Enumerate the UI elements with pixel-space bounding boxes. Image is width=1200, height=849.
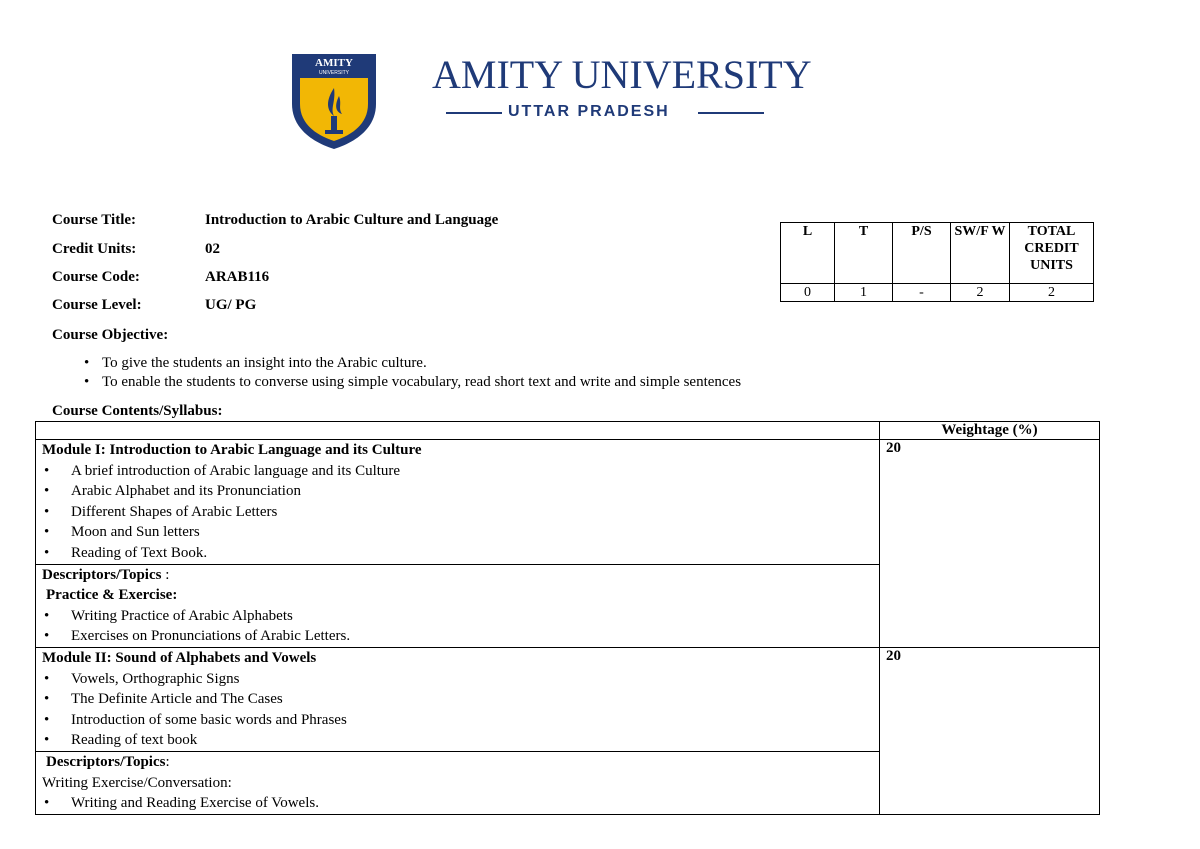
module-2-exercise-title: Writing Exercise/Conversation:: [42, 774, 232, 791]
syllabus-header-blank: [36, 422, 880, 440]
module-2-content: [36, 647, 880, 751]
crest-subtitle: UNIVERSITY: [318, 70, 350, 76]
module-2-topic: • The Definite Article and The Cases: [42, 689, 873, 710]
module-2-title: Module II: Sound of Alphabets and Vowels: [42, 649, 317, 666]
course-code-label: Course Code:: [52, 269, 140, 285]
module-1-exercise: • Writing Practice of Arabic Alphabets: [42, 606, 873, 627]
module-1-title: Module I: Introduction to Arabic Language and its Culture: [42, 442, 422, 458]
module-1-weightage: 20: [880, 440, 1100, 648]
module-1-topic: • Arabic Alphabet and its Pronunciation: [42, 481, 873, 502]
objective-item: • To enable the students to converse using simple vocabulary, read short text and write and simple sentences: [78, 373, 741, 392]
crest-title: AMITY: [315, 57, 353, 69]
descriptors-suffix: :: [161, 566, 170, 583]
credit-header-total: TOTAL CREDIT UNITS: [1010, 223, 1094, 284]
syllabus-table: [35, 421, 1100, 815]
course-level-label: Course Level:: [52, 297, 142, 313]
location-text: UTTAR PRADESH: [508, 103, 670, 120]
module-1-descriptors: [36, 564, 880, 647]
university-crest-logo: [290, 52, 378, 150]
university-location: [446, 101, 776, 123]
descriptors-label: Descriptors/Topics: [46, 753, 166, 770]
module-1-exercise: • Exercises on Pronunciations of Arabic Letters.: [42, 626, 873, 647]
module-1-topic: • Moon and Sun letters: [42, 522, 873, 543]
module-1-topic: • Different Shapes of Arabic Letters: [42, 502, 873, 523]
credit-value-l: 0: [781, 284, 835, 302]
credit-header-swfw: SW/F W: [951, 223, 1010, 284]
credit-value-ps: -: [893, 284, 951, 302]
credit-value-swfw: 2: [951, 284, 1010, 302]
university-name: AMITY UNIVERSITY: [432, 52, 812, 97]
credit-header-t: T: [835, 223, 893, 284]
course-code-value: ARAB116: [205, 269, 270, 285]
objective-item: • To give the students an insight into the Arabic culture.: [78, 354, 741, 373]
course-level-value: UG/ PG: [205, 297, 257, 313]
syllabus-heading: Course Contents/Syllabus:: [52, 403, 223, 419]
credit-value-t: 1: [835, 284, 893, 302]
credit-units-label: Credit Units:: [52, 241, 137, 257]
course-objective-heading: Course Objective:: [52, 327, 169, 343]
module-2-weightage: 20: [880, 647, 1100, 814]
credit-header-ps: P/S: [893, 223, 951, 284]
module-1-exercise-title: Practice & Exercise:: [46, 587, 178, 604]
course-title-label: Course Title:: [52, 212, 137, 228]
module-2-exercise: • Writing and Reading Exercise of Vowels.: [42, 793, 873, 814]
credit-header-l: L: [781, 223, 835, 284]
module-1-topic: • A brief introduction of Arabic language and its Culture: [42, 461, 873, 482]
credit-units-value: 02: [205, 241, 220, 257]
module-2-topic: • Introduction of some basic words and Phrases: [42, 710, 873, 731]
module-1-topic: • Reading of Text Book.: [42, 543, 873, 564]
descriptors-label: Descriptors/Topics: [42, 566, 162, 583]
module-1-content: [36, 440, 880, 565]
credit-value-total: 2: [1010, 284, 1094, 302]
module-2-topic: • Reading of text book: [42, 730, 873, 751]
credit-table: [780, 222, 1094, 302]
objective-list: [78, 354, 741, 392]
module-2-topic: • Vowels, Orthographic Signs: [42, 669, 873, 690]
module-2-descriptors: [36, 751, 880, 814]
weightage-header: Weightage (%): [880, 422, 1100, 440]
course-title-value: Introduction to Arabic Culture and Language: [205, 212, 499, 228]
descriptors-suffix: :: [165, 753, 170, 770]
